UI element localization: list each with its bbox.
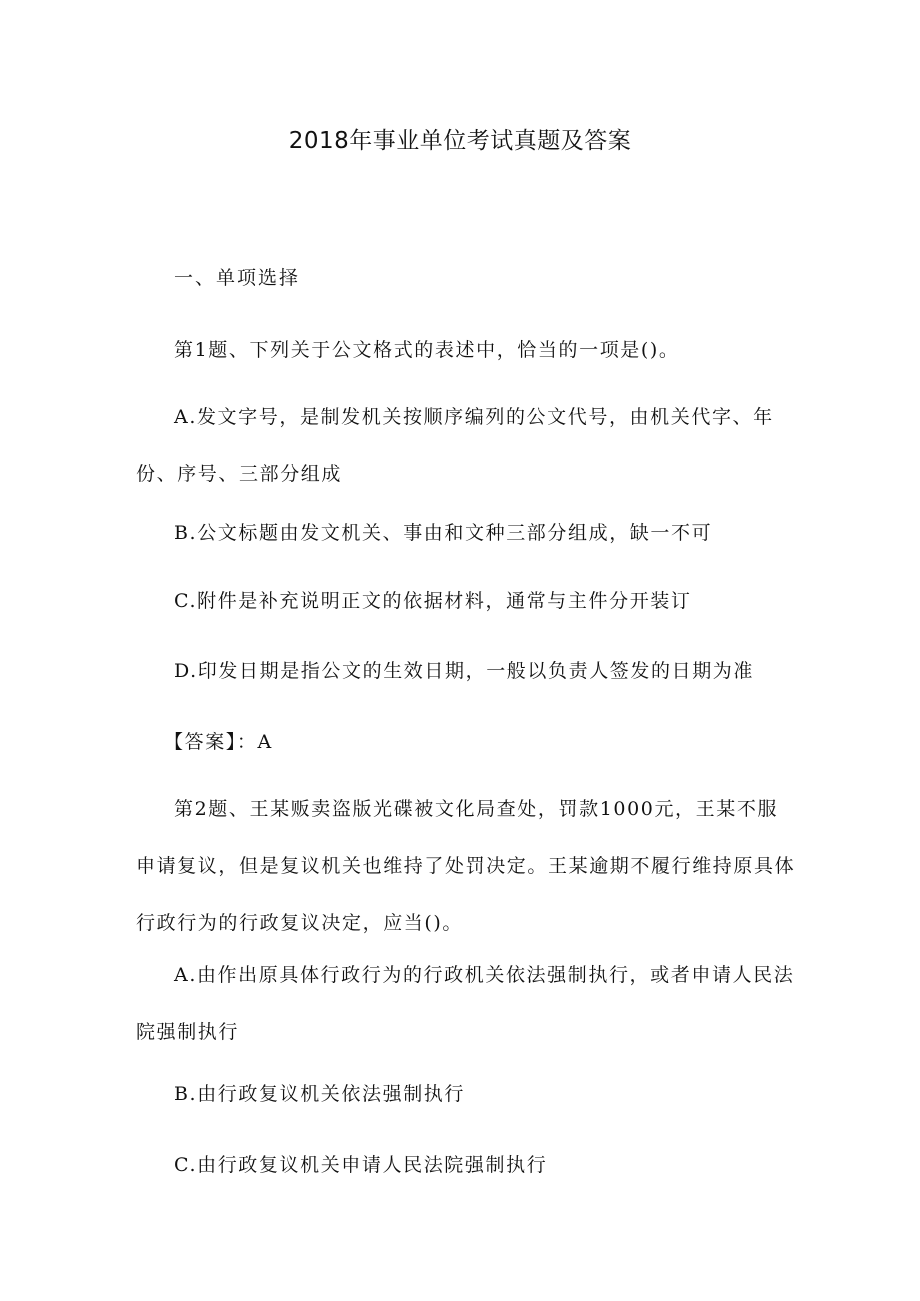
question-1-option-a: A.发文字号，是制发机关按顺序编列的公文代号，由机关代字、年份、序号、三部分组成 <box>136 406 774 485</box>
question-2-option-b: B.由行政复议机关依法强制执行 <box>174 1083 466 1105</box>
question-1-option-c: C.附件是补充说明正文的依据材料，通常与主件分开装订 <box>174 590 692 612</box>
question-1-option-b: B.公文标题由发文机关、事由和文种三部分组成，缺一不可 <box>174 522 713 544</box>
section-heading: 一、单项选择 <box>174 267 301 289</box>
question-1-stem: 第1题、下列关于公文格式的表述中，恰当的一项是()。 <box>174 339 680 361</box>
document-title: 2018年事业单位考试真题及答案 <box>288 128 632 154</box>
question-1-option-d: D.印发日期是指公文的生效日期，一般以负责人签发的日期为准 <box>174 660 754 682</box>
question-1-answer: 【答案】：A <box>164 731 273 753</box>
question-2-stem: 第2题、王某贩卖盗版光碟被文化局查处，罚款1000元，王某不服申请复议，但是复议机关也维持了处罚决定。王某逾期不履行维持原具体行政行为的行政复议决定，应当()。 <box>136 798 796 934</box>
question-2-option-c: C.由行政复议机关申请人民法院强制执行 <box>174 1154 548 1176</box>
question-2-option-a: A.由作出原具体行政行为的行政机关依法强制执行，或者申请人民法院强制执行 <box>136 964 795 1043</box>
